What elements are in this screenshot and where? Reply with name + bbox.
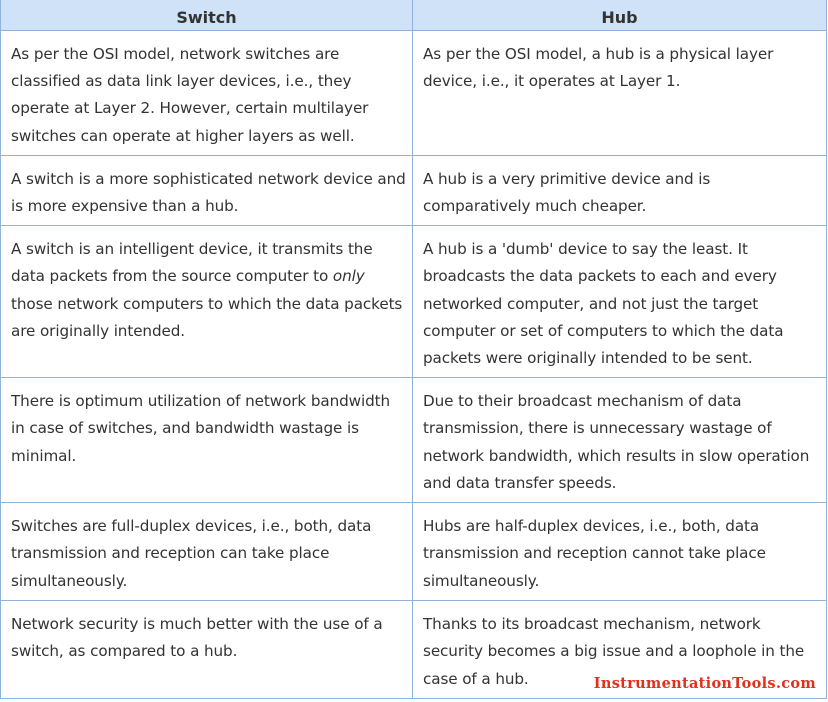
switch-cell [1,226,413,378]
switch-text-before: A switch is an intelligent device, it transmits the data packets from the source computer to [11,240,373,286]
table-row [1,378,827,503]
hub-cell: Thanks to its broadcast mechanism, network security becomes a big issue and a loophole in the case of a hub. [413,601,827,699]
switch-cell: There is optimum utilization of network bandwidth in case of switches, and bandwidth wastage is minimal. [1,378,413,503]
table-row [1,31,827,156]
header-row [1,0,827,31]
table-row [1,226,827,378]
watermark-logo: InstrumentationTools.com [593,675,816,692]
header-switch: Switch [1,0,413,31]
switch-text-after: those network computers to which the data packets are originally intended. [11,294,403,340]
switch-cell: Network security is much better with the use of a switch, as compared to a hub. [1,601,413,699]
table-row [1,503,827,601]
switch-cell: As per the OSI model, network switches are classified as data link layer devices, i.e., they operate at Layer 2. However, certain multilayer switches can operate at higher layers as well. [1,31,413,156]
table-row [1,155,827,225]
hub-cell: As per the OSI model, a hub is a physical layer device, i.e., it operates at Layer 1. [413,31,827,156]
switch-cell: Switches are full-duplex devices, i.e., both, data transmission and reception can take place simultaneously. [1,503,413,601]
hub-cell: Due to their broadcast mechanism of data transmission, there is unnecessary wastage of network bandwidth, which results in slow operation and data transfer speeds. [413,378,827,503]
header-hub: Hub [413,0,827,31]
hub-cell: A hub is a very primitive device and is comparatively much cheaper. [413,155,827,225]
switch-cell: A switch is a more sophisticated network device and is more expensive than a hub. [1,155,413,225]
hub-cell: Hubs are half-duplex devices, i.e., both, data transmission and reception cannot take place simultaneously. [413,503,827,601]
switch-text-emphasis: only [332,267,365,286]
hub-cell: A hub is a 'dumb' device to say the least. It broadcasts the data packets to each and every networked computer, and not just the target computer or set of computers to which the data packets were originally intended to be sent. [413,226,827,378]
